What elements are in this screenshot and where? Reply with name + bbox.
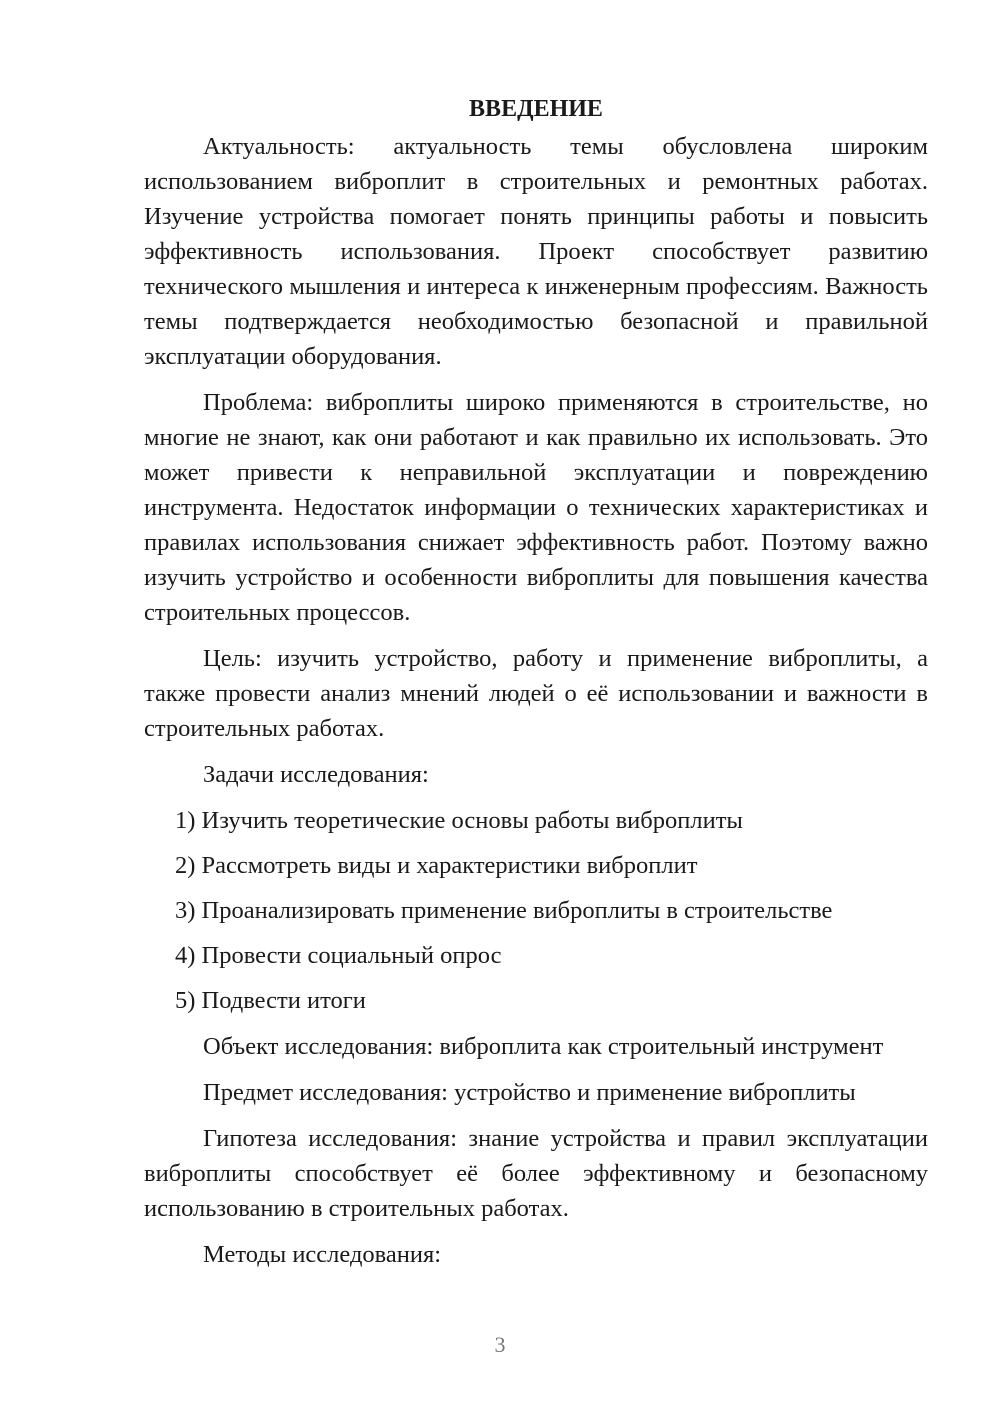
problem-paragraph: Проблема: виброплиты широко применяются в строительстве, но многие не знают, как они работают и как правильно их использовать. Это может привести к неправильной эксплуатации и повреждению инструмента. Недостаток информации о технических характеристиках и правилах использования снижает эффективность работ. Поэтому важно изучить устройство и особенности виброплиты для повышения качества строительных процессов. (144, 389, 928, 626)
task-item: 5) Подвести итоги (175, 987, 366, 1014)
page-heading: ВВЕДЕНИЕ (469, 96, 603, 122)
tasks-heading: Задачи исследования: (203, 761, 429, 788)
hypothesis-paragraph: Гипотеза исследования: знание устройства и правил эксплуатации виброплиты способствует её более эффективному и безопасному использованию в строительных работах. (144, 1125, 928, 1222)
methods-heading: Методы исследования: (203, 1241, 442, 1268)
subject-line: Предмет исследования: устройство и применение виброплиты (203, 1079, 856, 1106)
task-item: 1) Изучить теоретические основы работы виброплиты (175, 807, 743, 834)
object-line: Объект исследования: виброплита как строительный инструмент (203, 1033, 884, 1060)
page-number: 3 (494, 1332, 506, 1357)
task-item: 2) Рассмотреть виды и характеристики виброплит (175, 852, 698, 879)
page-content (144, 92, 928, 1272)
task-item: 4) Провести социальный опрос (175, 942, 502, 969)
relevance-paragraph: Актуальность: актуальность темы обусловлена широким использованием виброплит в строительных и ремонтных работах. Изучение устройства помогает понять принципы работы и повысить эффективность использования. Проект способствует развитию технического мышления и интереса к инженерным профессиям. Важность темы подтверждается необходимостью безопасной и правильной эксплуатации оборудования. (144, 133, 928, 370)
goal-paragraph: Цель: изучить устройство, работу и применение виброплиты, а также провести анализ мнений людей о её использовании и важности в строительных работах. (144, 645, 928, 742)
task-item: 3) Проанализировать применение виброплиты в строительстве (175, 897, 833, 924)
tasks-list (144, 803, 928, 1018)
